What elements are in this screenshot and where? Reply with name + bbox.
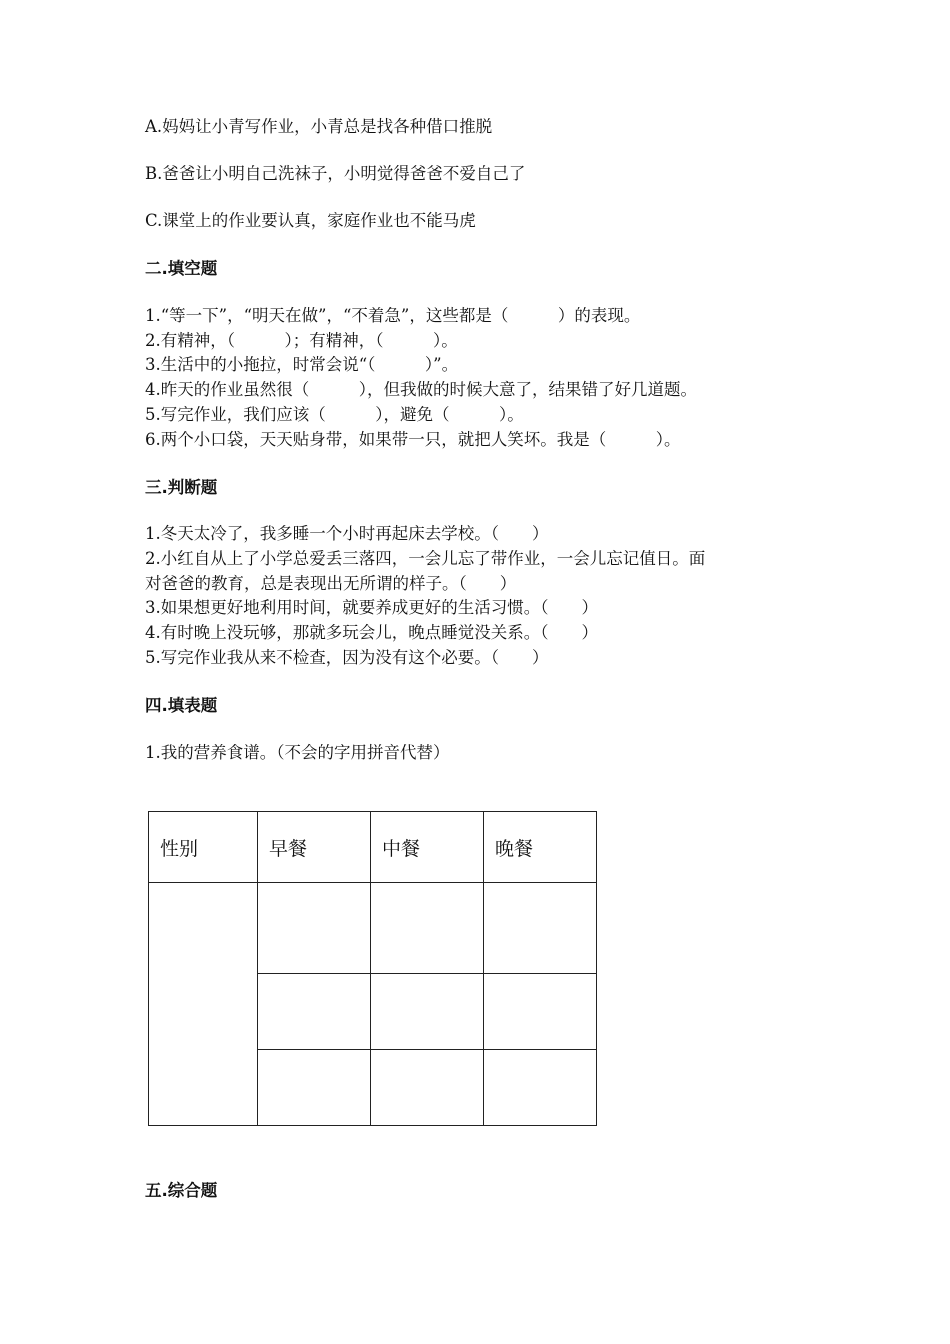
lunch-cell[interactable] bbox=[371, 974, 484, 1050]
true-false-question-2-line-2: 对爸爸的教育，总是表现出无所谓的样子。（ ） bbox=[145, 574, 517, 593]
header-lunch: 中餐 bbox=[371, 812, 484, 883]
option-b: B.爸爸让小明自己洗袜子，小明觉得爸爸不爱自己了 bbox=[145, 164, 526, 183]
fill-blank-question-5: 5.写完作业，我们应该（ ），避免（ ）。 bbox=[145, 405, 524, 424]
true-false-question-5: 5.写完作业我从来不检查，因为没有这个必要。（ ） bbox=[145, 648, 549, 667]
header-dinner: 晚餐 bbox=[484, 812, 597, 883]
option-a: A.妈妈让小青写作业，小青总是找各种借口推脱 bbox=[145, 117, 493, 136]
fill-blank-question-4: 4.昨天的作业虽然很（ ），但我做的时候大意了，结果错了好几道题。 bbox=[145, 380, 697, 399]
option-c: C.课堂上的作业要认真，家庭作业也不能马虎 bbox=[145, 211, 476, 230]
header-breakfast: 早餐 bbox=[258, 812, 371, 883]
section-heading-true-false: 三.判断题 bbox=[145, 478, 218, 497]
true-false-question-2-line-1: 2.小红自从上了小学总爱丢三落四，一会儿忘了带作业，一会儿忘记值日。面 bbox=[145, 549, 706, 568]
breakfast-cell[interactable] bbox=[258, 1050, 371, 1126]
table-question: 1.我的营养食谱。（不会的字用拼音代替） bbox=[145, 743, 450, 762]
meal-plan-table bbox=[148, 811, 597, 1126]
header-gender: 性别 bbox=[149, 812, 258, 883]
table-row bbox=[149, 883, 597, 974]
true-false-question-3: 3.如果想更好地利用时间，就要养成更好的生活习惯。（ ） bbox=[145, 598, 598, 617]
fill-blank-question-1: 1.“等一下”，“明天在做”，“不着急”，这些都是（ ）的表现。 bbox=[145, 306, 641, 325]
dinner-cell[interactable] bbox=[484, 1050, 597, 1126]
section-heading-fill-blank: 二.填空题 bbox=[145, 259, 218, 278]
section-heading-table: 四.填表题 bbox=[145, 696, 218, 715]
fill-blank-question-6: 6.两个小口袋，天天贴身带，如果带一只，就把人笑坏。我是（ ）。 bbox=[145, 430, 681, 449]
lunch-cell[interactable] bbox=[371, 883, 484, 974]
table-header-row bbox=[149, 812, 597, 883]
fill-blank-question-2: 2.有精神，（ ）；有精神，（ ）。 bbox=[145, 331, 458, 350]
breakfast-cell[interactable] bbox=[258, 974, 371, 1050]
dinner-cell[interactable] bbox=[484, 974, 597, 1050]
true-false-question-4: 4.有时晚上没玩够，那就多玩会儿，晚点睡觉没关系。（ ） bbox=[145, 623, 598, 642]
breakfast-cell[interactable] bbox=[258, 883, 371, 974]
section-heading-comprehensive: 五.综合题 bbox=[145, 1181, 218, 1200]
lunch-cell[interactable] bbox=[371, 1050, 484, 1126]
gender-cell[interactable] bbox=[149, 883, 258, 1126]
fill-blank-question-3: 3.生活中的小拖拉，时常会说“（ ）”。 bbox=[145, 355, 459, 374]
dinner-cell[interactable] bbox=[484, 883, 597, 974]
true-false-question-1: 1.冬天太冷了，我多睡一个小时再起床去学校。（ ） bbox=[145, 524, 549, 543]
